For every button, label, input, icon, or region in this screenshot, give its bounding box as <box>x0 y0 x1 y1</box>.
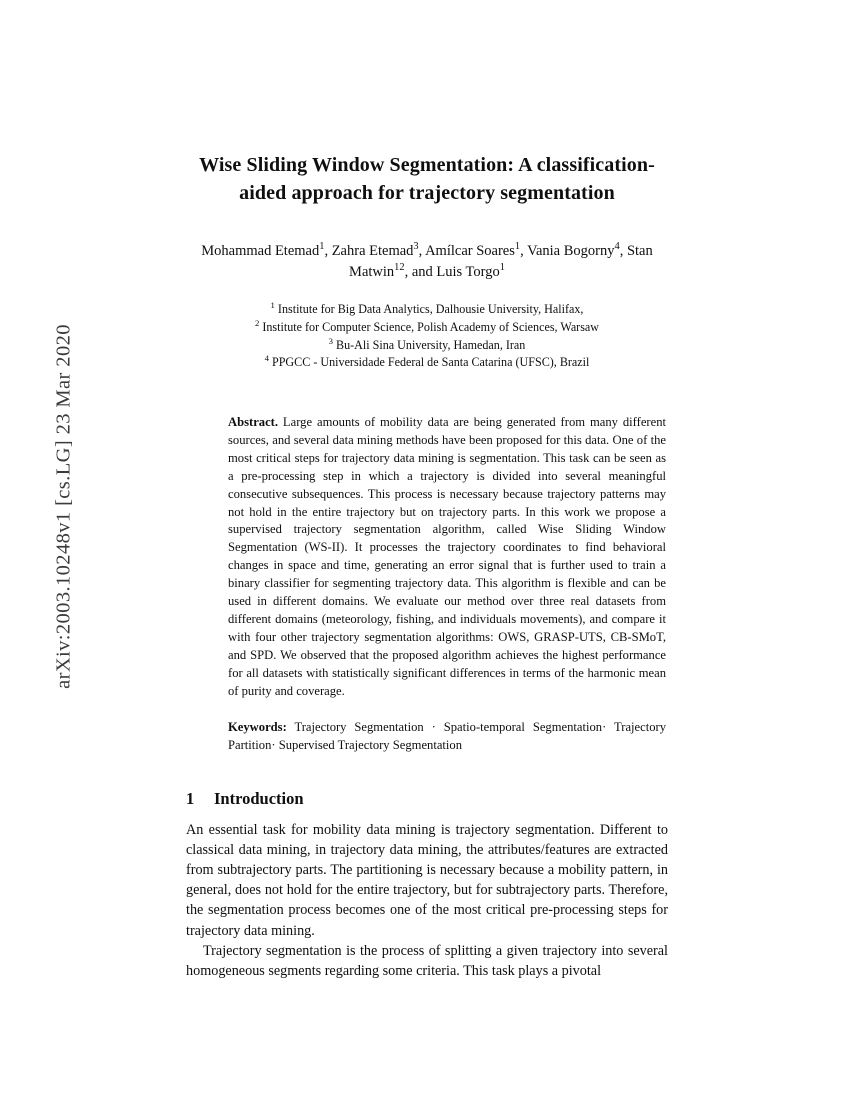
arxiv-identifier-stamp: arXiv:2003.10248v1 [cs.LG] 23 Mar 2020 <box>52 324 75 689</box>
affiliation-marker: 1 <box>270 300 275 311</box>
paper-content <box>186 0 668 981</box>
author-name: , Stan <box>619 243 653 260</box>
author-affiliation-marker: 12 <box>394 262 405 274</box>
affiliation-marker: 3 <box>328 335 333 346</box>
keywords-text: Trajectory Segmentation · Spatio-temporal Segmentation· Trajectory Partition· Supervised Trajectory Segmentation <box>228 719 666 752</box>
author-name: , and Luis Torgo <box>404 264 500 281</box>
section-title: Introduction <box>214 788 304 808</box>
author-affiliation-marker: 1 <box>514 241 521 253</box>
affiliation-marker: 4 <box>264 353 269 364</box>
author-name: Mohammad Etemad <box>201 243 320 260</box>
author-affiliation-marker: 1 <box>319 241 325 253</box>
author-list <box>186 241 668 283</box>
affiliation-text: Institute for Computer Science, Polish Academy of Sciences, Warsaw <box>262 319 600 334</box>
paragraph: Trajectory segmentation is the process of splitting a given trajectory into several homogeneous segments regarding some criteria. This task plays a pivotal <box>186 942 668 979</box>
author-name: , Zahra Etemad <box>324 243 414 260</box>
author-affiliation-marker: 1 <box>499 262 505 274</box>
keywords-label: Keywords: <box>228 719 287 734</box>
affiliation-item <box>186 354 668 372</box>
abstract-block <box>228 414 666 701</box>
affiliation-list <box>186 301 668 372</box>
affiliation-text: Institute for Big Data Analytics, Dalhousie University, Halifax, <box>277 302 584 317</box>
paragraph: An essential task for mobility data mining is trajectory segmentation. Different to classical data mining, in trajectory data mining, the attributes/features are extracted from subtrajectory parts. The partitioning is necessary because a mobility pattern, in general, does not hold for the entire trajectory, but for subtrajectory parts. Therefore, the segmentation process becomes one of the most critical pre-processing steps for trajectory data mining. <box>186 821 668 939</box>
abstract-text: Large amounts of mobility data are being generated from many different sources, and several data mining methods have been proposed for this data. One of the most critical steps for trajectory data mining is segmentation. This task can be seen as a pre-processing step in which a trajectory is divided into several meaningful consecutive subsequences. This process is necessary because trajectory patterns may not hold in the entire trajectory but on trajectory parts. In this work we propose a supervised trajectory segmentation algorithm, called Wise Sliding Window Segmentation (WS-II). It processes the trajectory coordinates to find behavioral changes in space and time, generating an error signal that is further used to train a binary classifier for segmenting trajectory data. This algorithm is flexible and can be used in different domains. We evaluate our method over three real datasets from different domains (meteorology, fishing, and individuals movements), and compare it with four other trajectory segmentation algorithms: OWS, GRASP-UTS, CB-SMoT, and SPD. We observed that the proposed algorithm achieves the highest performance for all datasets with statistically significant differences in terms of the harmonic mean of purity and coverage. <box>228 414 666 698</box>
affiliation-item <box>186 319 668 337</box>
abstract-label: Abstract. <box>228 414 279 429</box>
keywords-block <box>228 719 666 755</box>
affiliation-item <box>186 337 668 355</box>
section-heading-introduction <box>186 789 668 809</box>
author-affiliation-marker: 4 <box>614 241 620 253</box>
author-affiliation-marker: 3 <box>413 241 419 253</box>
affiliation-item <box>186 301 668 319</box>
author-name: , Vania Bogorny <box>520 243 615 260</box>
author-name: , Amílcar Soares <box>418 243 515 260</box>
author-name: Matwin <box>349 264 395 281</box>
affiliation-marker: 2 <box>254 317 260 328</box>
section-number: 1 <box>186 788 195 808</box>
page-title: Wise Sliding Window Segmentation: A classification-aided approach for trajectory segmentation <box>199 154 655 204</box>
affiliation-text: PPGCC - Universidade Federal de Santa Catarina (UFSC), Brazil <box>271 355 590 370</box>
affiliation-text: Bu-Ali Sina University, Hamedan, Iran <box>336 337 526 352</box>
